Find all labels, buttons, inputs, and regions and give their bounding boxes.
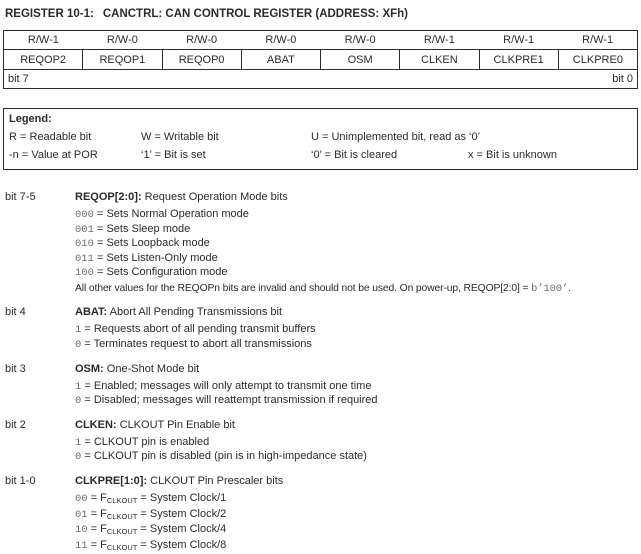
fclkout-subscript: CLKOUT [106,542,138,552]
bit-section [5,190,638,296]
register-title [3,8,638,20]
bit-name: CLKEN: [75,418,117,431]
por-value-cell: R/W-0 [321,31,400,50]
value-line [75,252,638,267]
bit-name: OSM: [75,362,104,375]
value-code: 001 [75,223,94,236]
bit-heading [75,474,638,488]
legend-item: x = Bit is unknown [468,149,557,161]
fclkout-subscript: CLKOUT [106,511,138,521]
note-text: All other values for the REQOPn bits are invalid and should not be used. On power-up, REQOP[2:0] = [75,282,532,294]
value-code: 0 [75,451,82,464]
value-text: System Clock/2 [149,507,227,520]
note-line [75,282,638,297]
value-text: Requests abort of all pending transmit buffers [93,323,316,336]
value-text: CLKOUT pin is enabled [93,435,210,448]
bit-name-cell: REQOP2 [4,50,83,70]
bit-name-row [4,50,638,70]
register-number-label: REGISTER 10-1: [5,8,94,20]
bit-body [75,190,638,296]
bit-name-cell: ABAT [241,50,320,70]
equals-sign: = [81,394,94,407]
value-line [75,380,638,395]
bit-body [75,305,638,352]
value-code: 1 [75,380,82,393]
por-value-cell: R/W-1 [4,31,83,50]
bit-range-label: bit 2 [5,418,26,431]
value-line [75,492,638,508]
value-code: 0 [75,339,82,352]
legend-item: -n = Value at POR [9,149,98,161]
value-code: 000 [75,209,94,221]
value-code: 100 [75,267,94,280]
legend-box [3,108,638,170]
legend-item: ‘0’ = Bit is cleared [311,149,398,161]
equals-sign: = [81,323,94,336]
value-text: Sets Listen-Only mode [106,251,218,264]
bit-heading [75,362,638,376]
value-text: Disabled; messages will reattempt transmission if required [93,394,378,407]
value-line [75,266,638,281]
equals-sign: = [93,222,107,235]
value-code: 0 [75,395,82,408]
bit-body [75,362,638,409]
bit-name-cell: REQOP1 [83,50,162,70]
bit-description: CLKOUT Pin Enable bit [116,418,235,431]
bit-name-cell: CLKPRE1 [479,50,558,70]
bit-section [5,305,638,352]
bit-name: CLKPRE[1:0]: [75,475,148,488]
value-text: System Clock/8 [149,538,227,551]
equals-sign: = [137,492,150,505]
equals-sign: = [87,538,101,551]
bit-name-cell: CLKPRE0 [558,50,637,70]
equals-sign: = [137,538,150,551]
fclkout-subscript: CLKOUT [106,527,138,537]
value-line [75,539,638,554]
equals-sign: = [87,492,101,505]
bit-description: Request Operation Mode bits [141,191,288,203]
bit-range-label: bit 4 [5,306,26,319]
bit-description: CLKOUT Pin Prescaler bits [147,475,284,488]
por-value-cell: R/W-1 [558,31,637,50]
legend-row-1 [4,131,637,145]
value-text: Sets Loopback mode [106,237,210,250]
value-code: 01 [75,508,88,521]
por-value-cell: R/W-1 [479,31,558,50]
equals-sign: = [137,507,150,520]
fclkout-symbol: $F_{CLKOUT}$ [100,523,138,537]
value-text: Sets Configuration mode [106,266,228,279]
bit-section [5,474,638,554]
fclkout-symbol: $F_{CLKOUT}$ [100,507,138,521]
bit-description: One-Shot Mode bit [103,362,200,375]
register-bit-table [3,30,638,89]
legend-item: R = Readable bit [9,131,92,143]
equals-sign: = [87,523,101,536]
value-code: 11 [75,539,88,552]
note-text-end: . [568,282,571,294]
bit-description: Abort All Pending Transmissions bit [107,306,283,319]
bit-range-cell [4,70,638,89]
value-code: 10 [75,524,88,537]
value-text: System Clock/4 [149,523,227,536]
por-value-cell: R/W-0 [83,31,162,50]
equals-sign: = [87,507,101,520]
equals-sign: = [93,208,107,220]
por-value-cell: R/W-0 [162,31,241,50]
bit-heading [75,190,638,204]
bit-section [5,418,638,465]
value-line [75,508,638,524]
bit-range-label: bit 1-0 [5,475,36,488]
value-code: 010 [75,238,94,251]
value-line [75,394,638,409]
fclkout-symbol: $F_{CLKOUT}$ [100,492,138,506]
fclkout-symbol: $F_{CLKOUT}$ [100,538,138,552]
value-text: Sets Sleep mode [106,222,191,235]
msb-label: bit 7 [8,73,29,85]
equals-sign: = [81,435,94,448]
value-code: 011 [75,252,94,265]
value-line [75,338,638,353]
bit-name-cell: CLKEN [400,50,479,70]
legend-item: W = Writable bit [141,131,219,143]
por-row [4,31,638,50]
por-value-cell: R/W-1 [400,31,479,50]
bit-body [75,418,638,465]
value-text: System Clock/1 [149,492,227,505]
equals-sign: = [93,251,107,264]
value-code: 1 [75,324,82,337]
equals-sign: = [137,523,150,536]
por-value-cell: R/W-0 [241,31,320,50]
value-line [75,208,638,223]
value-code: 1 [75,436,82,449]
fclkout-subscript: CLKOUT [106,496,138,506]
value-line [75,223,638,238]
bit-heading [75,418,638,432]
value-line [75,523,638,539]
bit-descriptions [3,190,638,554]
equals-sign: = [81,338,94,351]
value-line [75,237,638,252]
equals-sign: = [93,237,107,250]
legend-row-2 [4,149,637,163]
bit-heading [75,305,638,319]
register-name-label: CANCTRL: CAN CONTROL REGISTER (ADDRESS: XFh) [102,8,408,20]
legend-heading: Legend: [9,113,52,125]
equals-sign: = [81,379,94,392]
value-text: Enabled; messages will only attempt to transmit one time [93,379,372,392]
bit-name-cell: REQOP0 [162,50,241,70]
value-text: CLKOUT pin is disabled (pin is in high-impedance state) [93,450,367,463]
legend-item: U = Unimplemented bit, read as ‘0’ [311,131,481,143]
bit-range-labels [4,73,637,85]
legend-item: ‘1’ = Bit is set [141,149,206,161]
lsb-label: bit 0 [612,73,633,85]
bit-range-label: bit 7-5 [5,191,36,203]
bit-name: ABAT: [75,306,108,319]
equals-sign: = [81,450,94,463]
value-text: Terminates request to abort all transmissions [93,338,312,351]
equals-sign: = [93,266,107,279]
bit-range-row [4,70,638,89]
bit-body [75,474,638,554]
value-line [75,436,638,451]
value-line [75,450,638,465]
bit-section [5,362,638,409]
value-text: Sets Normal Operation mode [106,208,249,220]
note-code: b’100’ [531,282,569,295]
value-code: 00 [75,493,88,506]
value-line [75,323,638,338]
bit-name-cell: OSM [321,50,400,70]
bit-range-label: bit 3 [5,362,26,375]
bit-name: REQOP[2:0]: [75,191,142,203]
